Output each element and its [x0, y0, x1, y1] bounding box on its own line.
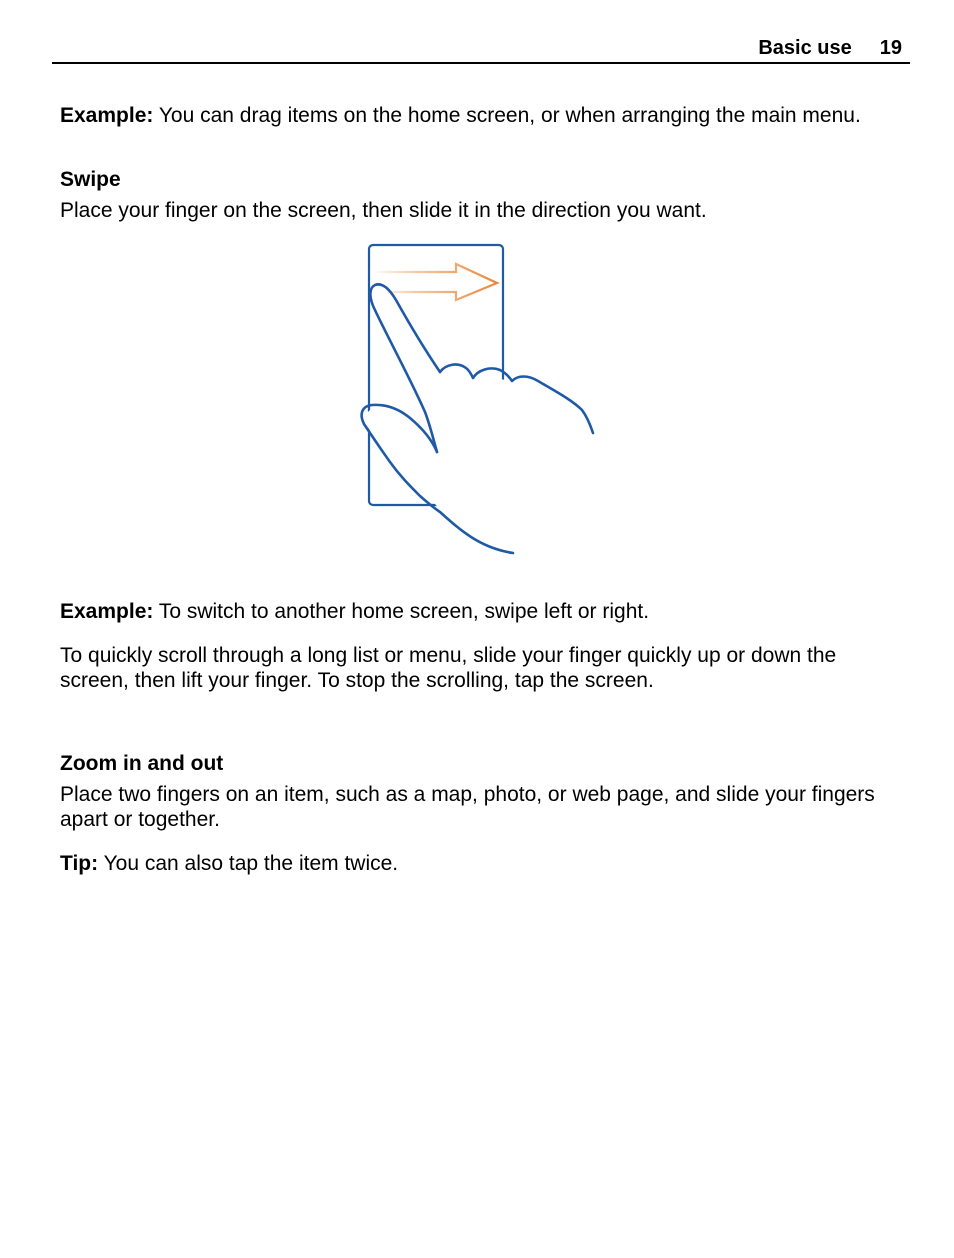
zoom-line-1: Place two fingers on an item, such as a map, photo, or web page, and slide your fingers — [60, 783, 875, 806]
example-drag-paragraph — [60, 103, 910, 128]
zoom-line-2: apart or together. — [60, 808, 220, 831]
tip-paragraph — [60, 851, 910, 876]
header-title — [758, 37, 902, 60]
example-label: Example: — [60, 600, 154, 623]
example-switch-paragraph — [60, 599, 910, 624]
example-text: To switch to another home screen, swipe left or right. — [153, 600, 650, 623]
section-title: Basic use — [758, 37, 852, 59]
tip-label: Tip: — [60, 852, 99, 875]
scroll-line-2: screen, then lift your finger. To stop the scrolling, tap the screen. — [60, 669, 654, 692]
zoom-description — [60, 782, 910, 832]
swipe-gesture-icon — [340, 238, 620, 568]
tip-text: You can also tap the item twice. — [98, 852, 399, 875]
swipe-description: Place your finger on the screen, then slide it in the direction you want. — [60, 199, 707, 222]
example-text: You can drag items on the home screen, or when arranging the main menu. — [153, 104, 861, 127]
scroll-paragraph — [60, 643, 910, 693]
example-label: Example: — [60, 104, 154, 127]
page-header — [52, 36, 910, 64]
page-number: 19 — [879, 37, 902, 59]
scroll-line-1: To quickly scroll through a long list or menu, slide your finger quickly up or down the — [60, 644, 837, 667]
zoom-heading: Zoom in and out — [60, 752, 224, 775]
swipe-heading: Swipe — [60, 168, 121, 191]
